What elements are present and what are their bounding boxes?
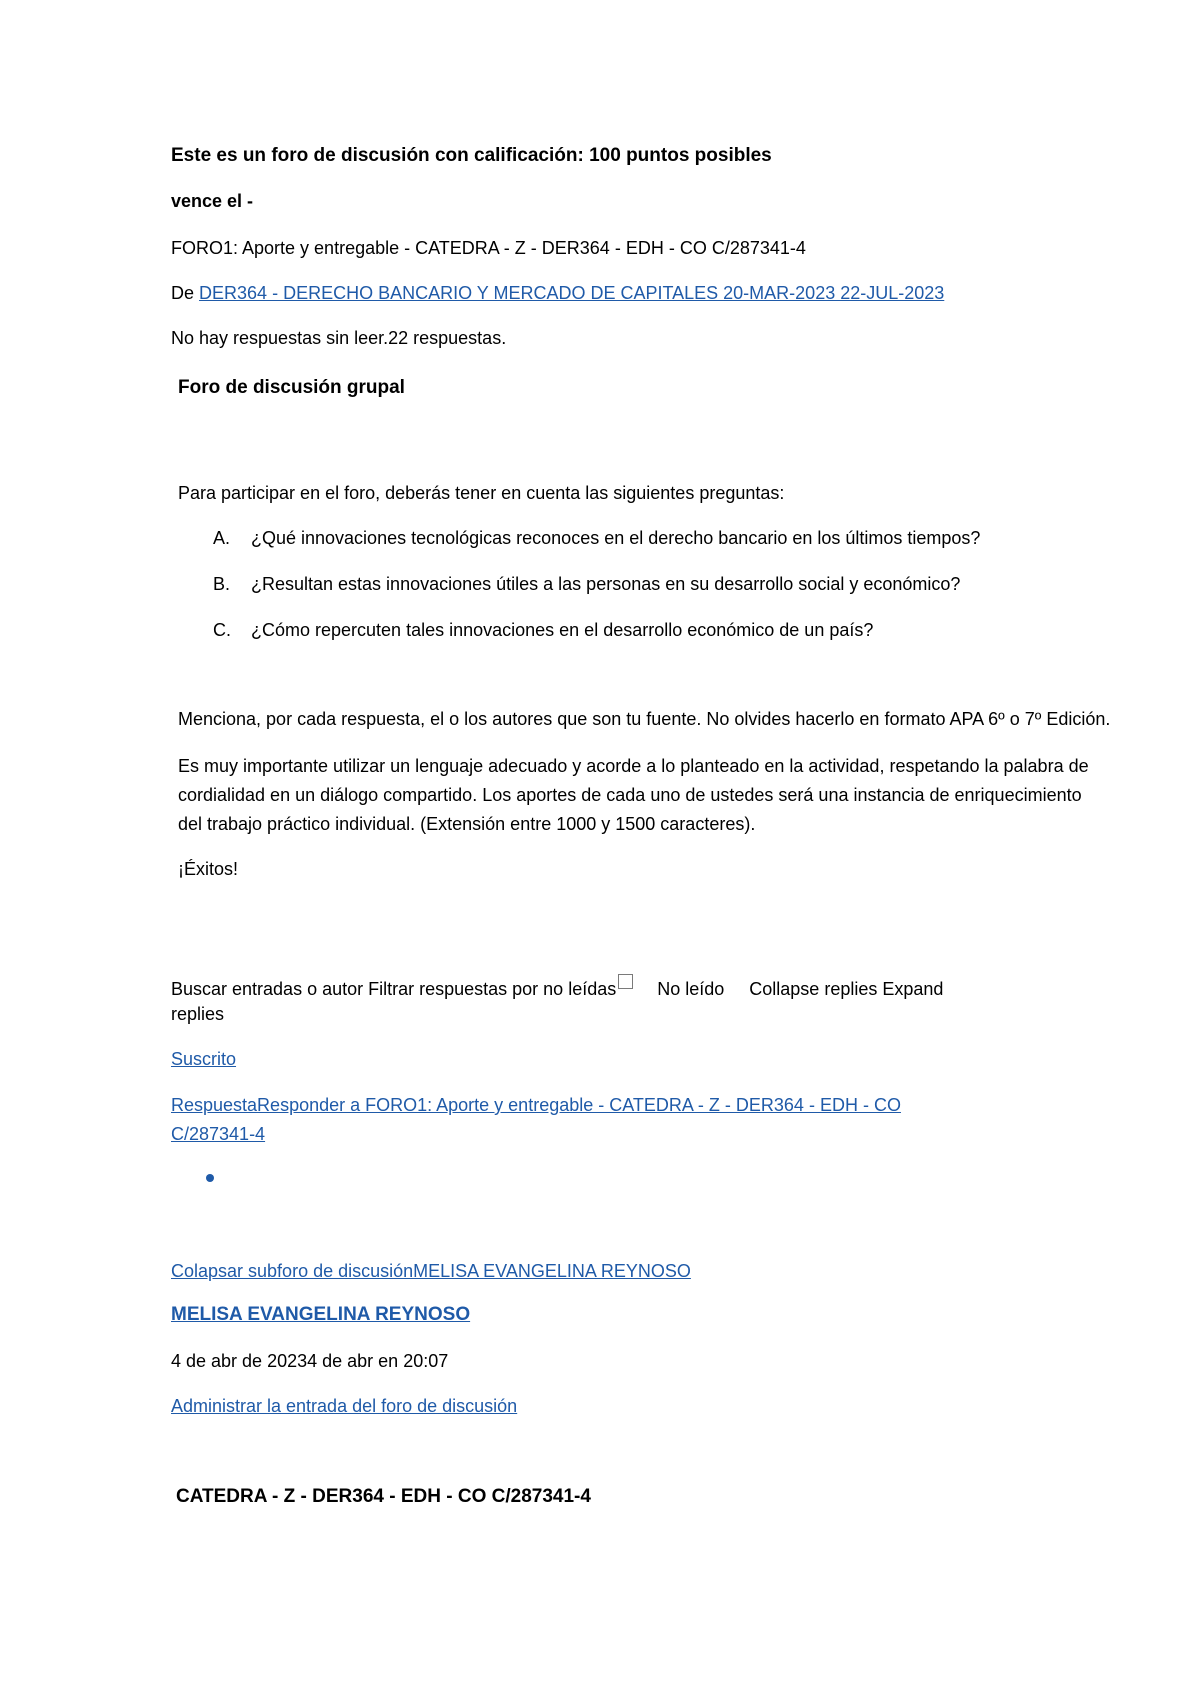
closing-text: ¡Éxitos! <box>178 859 239 879</box>
guidelines-line-3: del trabajo práctico individual. (Extensión entre 1000 y 1500 caracteres). <box>178 814 756 834</box>
guidelines-line-2: cordialidad en un diálogo compartido. Los aportes de cada uno de ustedes será una instancia de enriquecimiento <box>178 785 1082 805</box>
prompt-heading: Foro de discusión grupal <box>178 377 405 398</box>
section-title: CATEDRA - Z - DER364 - EDH - CO C/287341-4 <box>176 1486 591 1507</box>
search-filter-label: Buscar entradas o autor Filtrar respuestas por no leídas <box>171 979 617 999</box>
page-title: Este es un foro de discusión con calificación: 100 puntos posibles <box>171 145 772 166</box>
replies-status: No hay respuestas sin leer.22 respuestas. <box>171 328 507 348</box>
list-bullet <box>206 1174 214 1182</box>
prompt-intro: Para participar en el foro, deberás tener en cuenta las siguientes preguntas: <box>178 483 785 503</box>
question-marker: B. <box>213 574 231 594</box>
collapse-subforum-link[interactable]: Colapsar subforo de discusiónMELISA EVANGELINA REYNOSO <box>171 1261 691 1281</box>
subscribed-link[interactable]: Suscrito <box>171 1049 237 1069</box>
unread-filter-checkbox[interactable] <box>618 974 633 989</box>
question-marker: C. <box>213 620 231 640</box>
reply-link-cont[interactable]: C/287341-4 <box>171 1124 266 1144</box>
expand-replies-button-cont[interactable]: replies <box>171 1004 225 1024</box>
course-line <box>171 282 944 304</box>
entry-date: 4 de abr de 20234 de abr en 20:07 <box>171 1351 449 1371</box>
from-label: De <box>171 283 195 303</box>
course-link[interactable]: DER364 - DERECHO BANCARIO Y MERCADO DE CAPITALES 20-MAR-2023 22-JUL-2023 <box>199 283 945 303</box>
question-b <box>213 573 960 595</box>
collapse-replies-button[interactable]: Collapse replies <box>749 979 878 999</box>
due-date: vence el - <box>171 191 254 211</box>
question-text: ¿Resultan estas innovaciones útiles a las personas en su desarrollo social y económico? <box>251 574 961 594</box>
expand-replies-button[interactable]: Expand <box>882 979 944 999</box>
question-marker: A. <box>213 528 231 548</box>
guidelines-line-1: Es muy importante utilizar un lenguaje adecuado y acorde a lo planteado en la actividad, respetando la palabra de <box>178 756 1089 776</box>
forum-name: FORO1: Aporte y entregable - CATEDRA - Z - DER364 - EDH - CO C/287341-4 <box>171 238 806 258</box>
manage-entry-link[interactable]: Administrar la entrada del foro de discusión <box>171 1396 518 1416</box>
question-c <box>213 619 873 641</box>
citation-note: Menciona, por cada respuesta, el o los autores que son tu fuente. No olvides hacerlo en formato APA 6º o 7º Edición. <box>178 709 1111 729</box>
question-a <box>213 527 980 549</box>
question-text: ¿Cómo repercuten tales innovaciones en el desarrollo económico de un país? <box>251 620 874 640</box>
question-text: ¿Qué innovaciones tecnológicas reconoces en el derecho bancario en los últimos tiempos? <box>251 528 981 548</box>
forum-toolbar <box>171 974 943 1000</box>
reply-link[interactable]: RespuestaResponder a FORO1: Aporte y entregable - CATEDRA - Z - DER364 - EDH - CO <box>171 1095 901 1115</box>
author-link[interactable]: MELISA EVANGELINA REYNOSO <box>171 1304 471 1325</box>
unread-label: No leído <box>657 979 725 999</box>
